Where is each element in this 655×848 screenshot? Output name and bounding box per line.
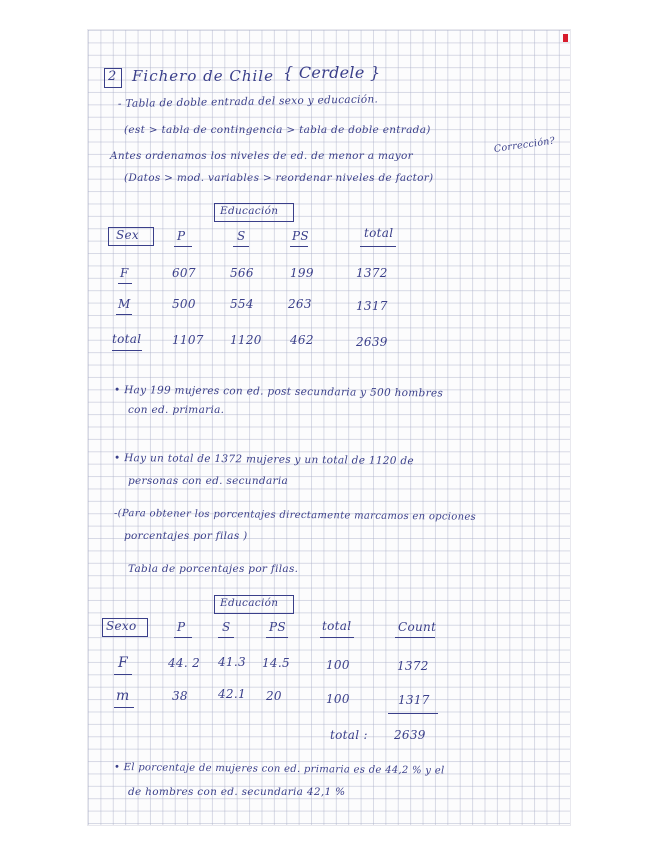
table1-row-label: M xyxy=(118,297,131,311)
table2-header-underline-p xyxy=(174,637,192,638)
table1-row-label-underline xyxy=(116,314,132,315)
section-number: 2 xyxy=(108,69,117,84)
page-title: Fichero de Chile xyxy=(132,67,274,85)
note-percent-line-2: porcentajes por filas ) xyxy=(124,530,248,542)
page-edge-mark xyxy=(563,34,568,42)
table2-cell: 41.3 xyxy=(218,655,246,669)
table1-header-ps: PS xyxy=(292,229,309,243)
table2-cell: 44. 2 xyxy=(168,656,201,670)
table2-cell: 1317 xyxy=(398,693,430,707)
table1-header-total: total xyxy=(364,226,394,240)
table1-cell: 462 xyxy=(290,333,314,347)
table2-header-s: S xyxy=(222,620,231,634)
table2-header-underline-s xyxy=(218,637,234,638)
table1-cell: 554 xyxy=(230,297,254,311)
table2-cell: 38 xyxy=(172,689,188,703)
table2-header-underline-ps xyxy=(266,637,288,638)
table2-group-label: Educación xyxy=(220,597,279,609)
table2-cell: 20 xyxy=(266,689,282,703)
title-brace-note: { Cerdele } xyxy=(283,63,381,82)
intro-line-3-extra: Corrección? xyxy=(493,135,556,155)
note-bullet-2-line-2: personas con ed. secundaria xyxy=(128,475,289,487)
table2-row-label: F xyxy=(118,655,129,671)
note-percent-line-1: -(Para obtener los porcentajes directamente marcamos en opciones xyxy=(113,508,477,523)
table1-row-label-underline xyxy=(112,350,142,351)
conclusion-line-1: • El porcentaje de mujeres con ed. primaria es de 44,2 % y el xyxy=(113,762,445,777)
intro-line-3: Antes ordenamos los niveles de ed. de menor a mayor xyxy=(110,150,413,162)
table1-header-underline-s xyxy=(233,246,249,247)
table1-row-label-underline xyxy=(118,283,132,284)
intro-line-2: (est > tabla de contingencia > tabla de doble entrada) xyxy=(124,124,431,136)
table1-cell: 566 xyxy=(230,266,254,280)
table1-header-underline-p xyxy=(174,246,192,247)
table2-header-underline-total xyxy=(320,637,354,638)
table1-cell: 1317 xyxy=(356,299,388,313)
table2-header-count: Count xyxy=(398,620,437,634)
table1-group-label: Educación xyxy=(220,205,279,217)
note-bullet-2-line-1: • Hay un total de 1372 mujeres y un total de 1120 de xyxy=(113,452,415,468)
count-sum-line xyxy=(388,713,438,714)
table2-row-label-underline xyxy=(114,674,132,675)
intro-line-4: (Datos > mod. variables > reordenar niveles de factor) xyxy=(124,172,434,184)
table2-header-total: total xyxy=(322,619,352,633)
intro-line-1: - Tabla de doble entrada del sexo y educación. xyxy=(117,93,379,110)
table2-cell: 1372 xyxy=(397,659,429,673)
conclusion-line-2: de hombres con ed. secundaria 42,1 % xyxy=(128,786,346,798)
table2-header-p: P xyxy=(177,620,186,634)
table1-row-label: F xyxy=(120,266,129,280)
table1-header-sex: Sex xyxy=(116,228,139,242)
table1-cell: 607 xyxy=(172,266,196,280)
table2-title: Tabla de porcentajes por filas. xyxy=(128,563,299,575)
note-bullet-1-line-1: • Hay 199 mujeres con ed. post secundaria y 500 hombres xyxy=(113,384,444,400)
table2-row-label-underline xyxy=(114,707,134,708)
table2-cell: 42.1 xyxy=(218,687,246,701)
note-bullet-1-line-2: con ed. primaria. xyxy=(128,404,225,416)
table1-header-p: P xyxy=(177,229,186,243)
table2-header-sexo: Sexo xyxy=(106,619,137,633)
table1-cell: 500 xyxy=(172,297,196,311)
table2-header-ps: PS xyxy=(269,620,286,634)
table2-total-value: 2639 xyxy=(394,728,426,742)
table2-total-label: total : xyxy=(330,728,368,742)
table1-header-underline-total xyxy=(360,246,396,247)
table2-row-label: m xyxy=(116,688,130,704)
table1-header-s: S xyxy=(237,229,246,243)
table1-cell: 199 xyxy=(290,266,314,280)
table1-cell: 1107 xyxy=(172,333,204,347)
table2-cell: 100 xyxy=(326,692,350,706)
table2-cell: 14.5 xyxy=(262,656,290,670)
table1-cell: 2639 xyxy=(356,335,388,349)
table2-header-underline-count xyxy=(395,637,435,638)
table1-row-label: total xyxy=(112,332,142,346)
table2-cell: 100 xyxy=(326,658,350,672)
table1-cell: 1372 xyxy=(356,266,388,280)
table1-header-underline-ps xyxy=(290,246,308,247)
table1-cell: 1120 xyxy=(230,333,262,347)
table1-cell: 263 xyxy=(288,297,312,311)
